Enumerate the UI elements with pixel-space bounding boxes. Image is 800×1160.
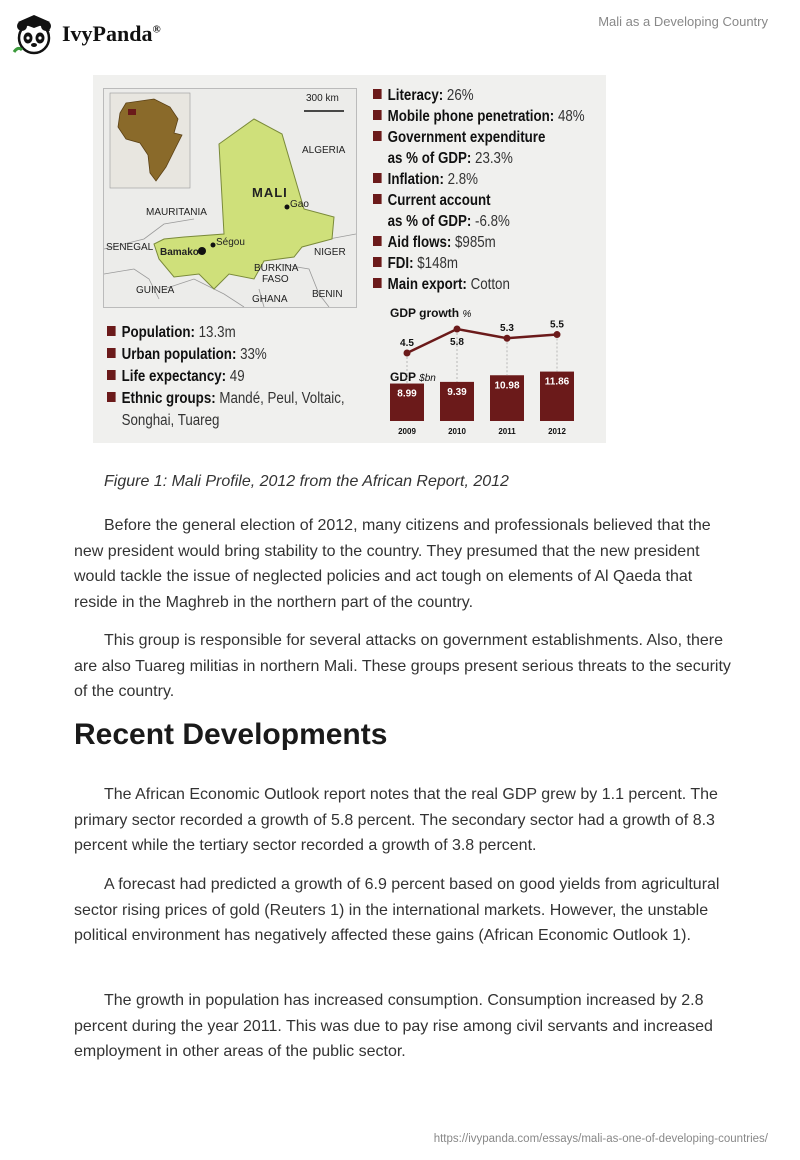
fact-ethnic-groups-line2: Songhai, Tuareg <box>121 412 220 429</box>
brand-name: IvyPanda® <box>62 21 161 46</box>
fact-literacy: Literacy: 26% <box>373 85 585 106</box>
paragraph-4: A forecast had predicted a growth of 6.9 percent based on good yields from agricultural sector rising prices of gold (Reuters 1) in the international markets. However, the unstable political environment has negatively affected these gains (African Economic Outlook 1). <box>74 876 720 944</box>
map-label-mali: MALI <box>252 185 288 200</box>
map-label-ghana: GHANA <box>252 294 288 305</box>
footer-url[interactable]: https://ivypanda.com/essays/mali-as-one-of-developing-countries/ <box>433 1133 768 1145</box>
section-heading: Recent Developments <box>74 718 388 751</box>
map-label-gao: Gao <box>290 199 309 210</box>
map-label-burkina: BURKINA <box>254 263 299 274</box>
africa-inset <box>110 93 190 188</box>
gdp-bar-label-2012: 11.86 <box>544 376 570 388</box>
map-label-guinea: GUINEA <box>136 285 175 296</box>
map-label-algeria: ALGERIA <box>302 145 346 156</box>
growth-point-2012 <box>554 331 561 338</box>
facts-left-list <box>107 322 383 432</box>
growth-line <box>407 329 557 353</box>
x-tick-2011: 2011 <box>498 427 516 436</box>
fact-population: Population: 13.3m <box>107 322 345 344</box>
gdp-chart <box>388 303 598 438</box>
page-header <box>0 0 800 70</box>
paragraph-1: Before the general election of 2012, many citizens and professionals believed that the new president would bring stability to the country. They presumed that the new president would tackle the issue of neglected policies and act tough on elements of Al Qaeda that reside in the Maghreb in the northern part of the country. <box>74 517 711 611</box>
fact-mobile: Mobile phone penetration: 48% <box>373 106 585 127</box>
paragraph-3: The African Economic Outlook report notes that the real GDP grew by 1.1 percent. The primary sector recorded a growth of 5.8 percent. The secondary sector had a growth of 8.3 percent while the tertiary sector recorded a growth of 3.8 percent. <box>74 786 718 854</box>
fact-inflation: Inflation: 2.8% <box>373 169 585 190</box>
panda-logo-icon <box>12 12 56 56</box>
mali-profile-figure <box>93 75 606 443</box>
map-graphic <box>104 89 356 307</box>
map-label-faso: FASO <box>262 274 289 285</box>
growth-point-2011 <box>504 335 511 342</box>
fact-main-export: Main export: Cotton <box>373 274 585 295</box>
gdp-bar-label-2011: 10.98 <box>494 380 520 392</box>
mali-map <box>103 88 357 308</box>
fact-gov-expenditure-line2: as % of GDP: 23.3% <box>387 150 513 167</box>
growth-label-2010: 5.8 <box>450 337 464 348</box>
gdp-bar-label-2009: 8.99 <box>397 388 417 400</box>
map-scale: 300 km <box>306 93 339 104</box>
fact-aid-flows: Aid flows: $985m <box>373 232 585 253</box>
fact-life-expectancy: Life expectancy: 49 <box>107 366 345 388</box>
chart-bar-label: GDP $bn <box>390 370 436 384</box>
x-tick-2012: 2012 <box>548 427 566 436</box>
x-tick-2010: 2010 <box>448 427 466 436</box>
figure-caption: Figure 1: Mali Profile, 2012 from the African Report, 2012 <box>104 473 509 490</box>
x-tick-2009: 2009 <box>398 427 416 436</box>
growth-point-2010 <box>454 326 461 333</box>
gdp-bar-label-2010: 9.39 <box>447 386 467 398</box>
growth-label-2009: 4.5 <box>400 338 414 349</box>
map-label-senegal: SENEGAL <box>106 242 154 253</box>
fact-urban-population: Urban population: 33% <box>107 344 345 366</box>
fact-fdi: FDI: $148m <box>373 253 585 274</box>
map-label-segou: Ségou <box>216 237 245 248</box>
document-title: Mali as a Developing Country <box>598 14 768 29</box>
fact-gov-expenditure: Government expenditure <box>373 127 585 148</box>
facts-right-list <box>373 85 619 295</box>
growth-point-2009 <box>404 350 411 357</box>
map-label-niger: NIGER <box>314 247 346 258</box>
paragraph-2: This group is responsible for several attacks on government establishments. Also, there are also Tuareg militias in northern Mali. These groups present serious threats to the security of the country. <box>74 632 731 700</box>
map-label-benin: BENIN <box>312 289 343 300</box>
fact-current-account: Current account <box>373 190 585 211</box>
fact-current-account-line2: as % of GDP: -6.8% <box>387 213 510 230</box>
growth-label-2012: 5.5 <box>550 319 564 331</box>
map-label-mauritania: MAURITANIA <box>146 207 207 218</box>
growth-label-2011: 5.3 <box>500 323 514 335</box>
map-label-bamako: Bamako <box>160 247 199 258</box>
ivypanda-logo-link[interactable] <box>12 8 192 60</box>
fact-ethnic-groups: Ethnic groups: Mandé, Peul, Voltaic, <box>107 388 345 410</box>
chart-title: GDP growth % <box>390 306 472 320</box>
paragraph-5: The growth in population has increased consumption. Consumption increased by 2.8 percent during the year 2011. This was due to pay rise among civil servants and increased employment in other areas of the public sector. <box>74 992 713 1060</box>
